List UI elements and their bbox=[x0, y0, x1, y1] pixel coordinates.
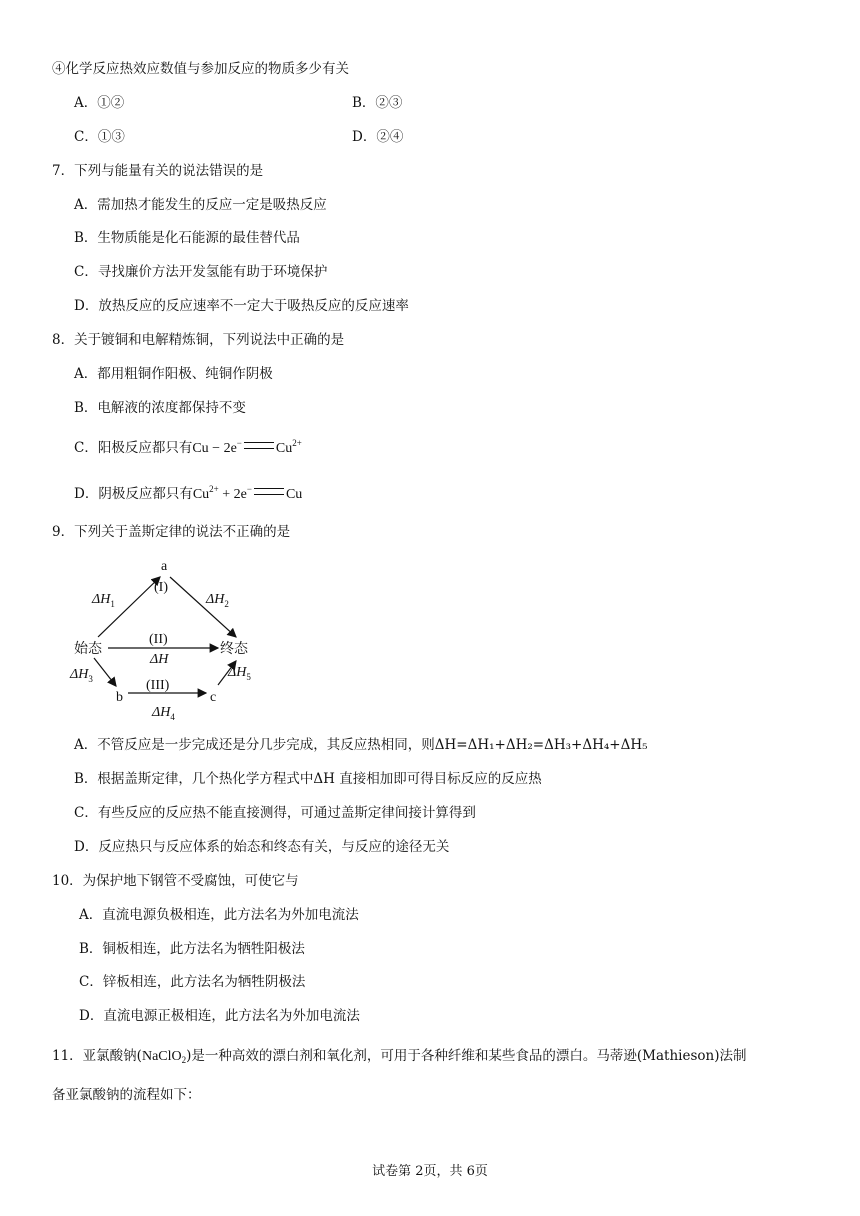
q11-stem: 11．亚氯酸钠(NaClO$_2$)是一种高效的漂白剂和氧化剂，可用于各种纤维和某些食品的漂白。马蒂逊(Mathieson)法制 bbox=[52, 1048, 747, 1065]
q9-option-b: B．根据盖斯定律，几个热化学方程式中ΔH 直接相加即可得目标反应的反应热 bbox=[74, 771, 542, 787]
route-2-label: (II) bbox=[149, 632, 168, 647]
q7-option-d: D．放热反应的反应速率不一定大于吸热反应的反应速率 bbox=[74, 298, 409, 314]
q7-stem: 7．下列与能量有关的说法错误的是 bbox=[52, 163, 264, 179]
dH3-label: $\Delta H_3$ bbox=[70, 667, 93, 684]
q8-option-d bbox=[74, 484, 302, 505]
dH2-label: $\Delta H_2$ bbox=[206, 592, 229, 609]
node-c: c bbox=[210, 690, 217, 705]
q8-option-d-prefix: D．阴极反应都只有 bbox=[74, 486, 193, 502]
q10-option-a: A．直流电源负极相连，此方法名为外加电流法 bbox=[79, 907, 359, 923]
q8-option-b: B．电解液的浓度都保持不变 bbox=[74, 400, 246, 416]
q10-option-b: B．铜板相连，此方法名为牺牲阳极法 bbox=[79, 941, 305, 957]
q11-formula: NaClO$_2$ bbox=[141, 1049, 187, 1065]
q8-option-d-equation: $Cu^{2+} + 2e^-$ Cu bbox=[192, 484, 303, 502]
q10-stem: 10．为保护地下钢管不受腐蚀，可使它与 bbox=[52, 873, 299, 889]
hess-law-diagram bbox=[60, 555, 280, 725]
q6-option-d: D．②④ bbox=[352, 129, 404, 145]
dH1-label: $\Delta H_1$ bbox=[92, 592, 115, 609]
q6-item4: ④化学反应热效应数值与参加反应的物质多少有关 bbox=[52, 61, 349, 77]
q9-stem: 9．下列关于盖斯定律的说法不正确的是 bbox=[52, 524, 291, 540]
q7-option-b: B．生物质能是化石能源的最佳替代品 bbox=[74, 230, 300, 246]
node-b: b bbox=[116, 690, 123, 705]
dH-label: ΔH bbox=[150, 652, 169, 667]
route-1-label: (I) bbox=[154, 580, 168, 595]
q10-option-d: D．直流电源正极相连，此方法名为外加电流法 bbox=[79, 1008, 360, 1024]
q7-option-c: C．寻找廉价方法开发氢能有助于环境保护 bbox=[74, 264, 328, 280]
node-end: 终态 bbox=[220, 642, 248, 657]
q6-option-a: A．①② bbox=[74, 95, 125, 111]
q6-option-b: B．②③ bbox=[352, 95, 403, 111]
q10-option-c: C．锌板相连，此方法名为牺牲阴极法 bbox=[79, 974, 306, 990]
q7-option-a: A．需加热才能发生的反应一定是吸热反应 bbox=[74, 197, 327, 213]
q8-option-c bbox=[74, 438, 302, 459]
q11-stem-line2: 备亚氯酸钠的流程如下： bbox=[52, 1087, 201, 1103]
dH5-label: $\Delta H_5$ bbox=[228, 665, 251, 682]
q8-stem: 8．关于镀铜和电解精炼铜，下列说法中正确的是 bbox=[52, 332, 345, 348]
page-footer: 试卷第 2页，共 6页 bbox=[372, 1164, 488, 1179]
route-3-label: (III) bbox=[146, 678, 170, 693]
q9-option-a: A．不管反应是一步完成还是分几步完成，其反应热相同，则ΔH=ΔH₁+ΔH₂=ΔH₃+ΔH₄+ΔH₅ bbox=[74, 737, 648, 753]
q9-option-d: D．反应热只与反应体系的始态和终态有关，与反应的途径无关 bbox=[74, 839, 450, 855]
q8-option-c-equation: Cu − 2e− $Cu^{2+}$ bbox=[192, 438, 302, 456]
arrow-start-to-b bbox=[94, 658, 116, 686]
q8-option-a: A．都用粗铜作阳极、纯铜作阴极 bbox=[74, 366, 273, 382]
arrow-start-to-a bbox=[98, 577, 160, 637]
q9-option-c: C．有些反应的反应热不能直接测得，可通过盖斯定律间接计算得到 bbox=[74, 805, 476, 821]
node-a: a bbox=[161, 559, 168, 574]
node-start: 始态 bbox=[74, 642, 102, 657]
q8-option-c-prefix: C．阳极反应都只有 bbox=[74, 440, 193, 456]
q6-option-c: C．①③ bbox=[74, 129, 125, 145]
dH4-label: $\Delta H_4$ bbox=[152, 705, 175, 722]
